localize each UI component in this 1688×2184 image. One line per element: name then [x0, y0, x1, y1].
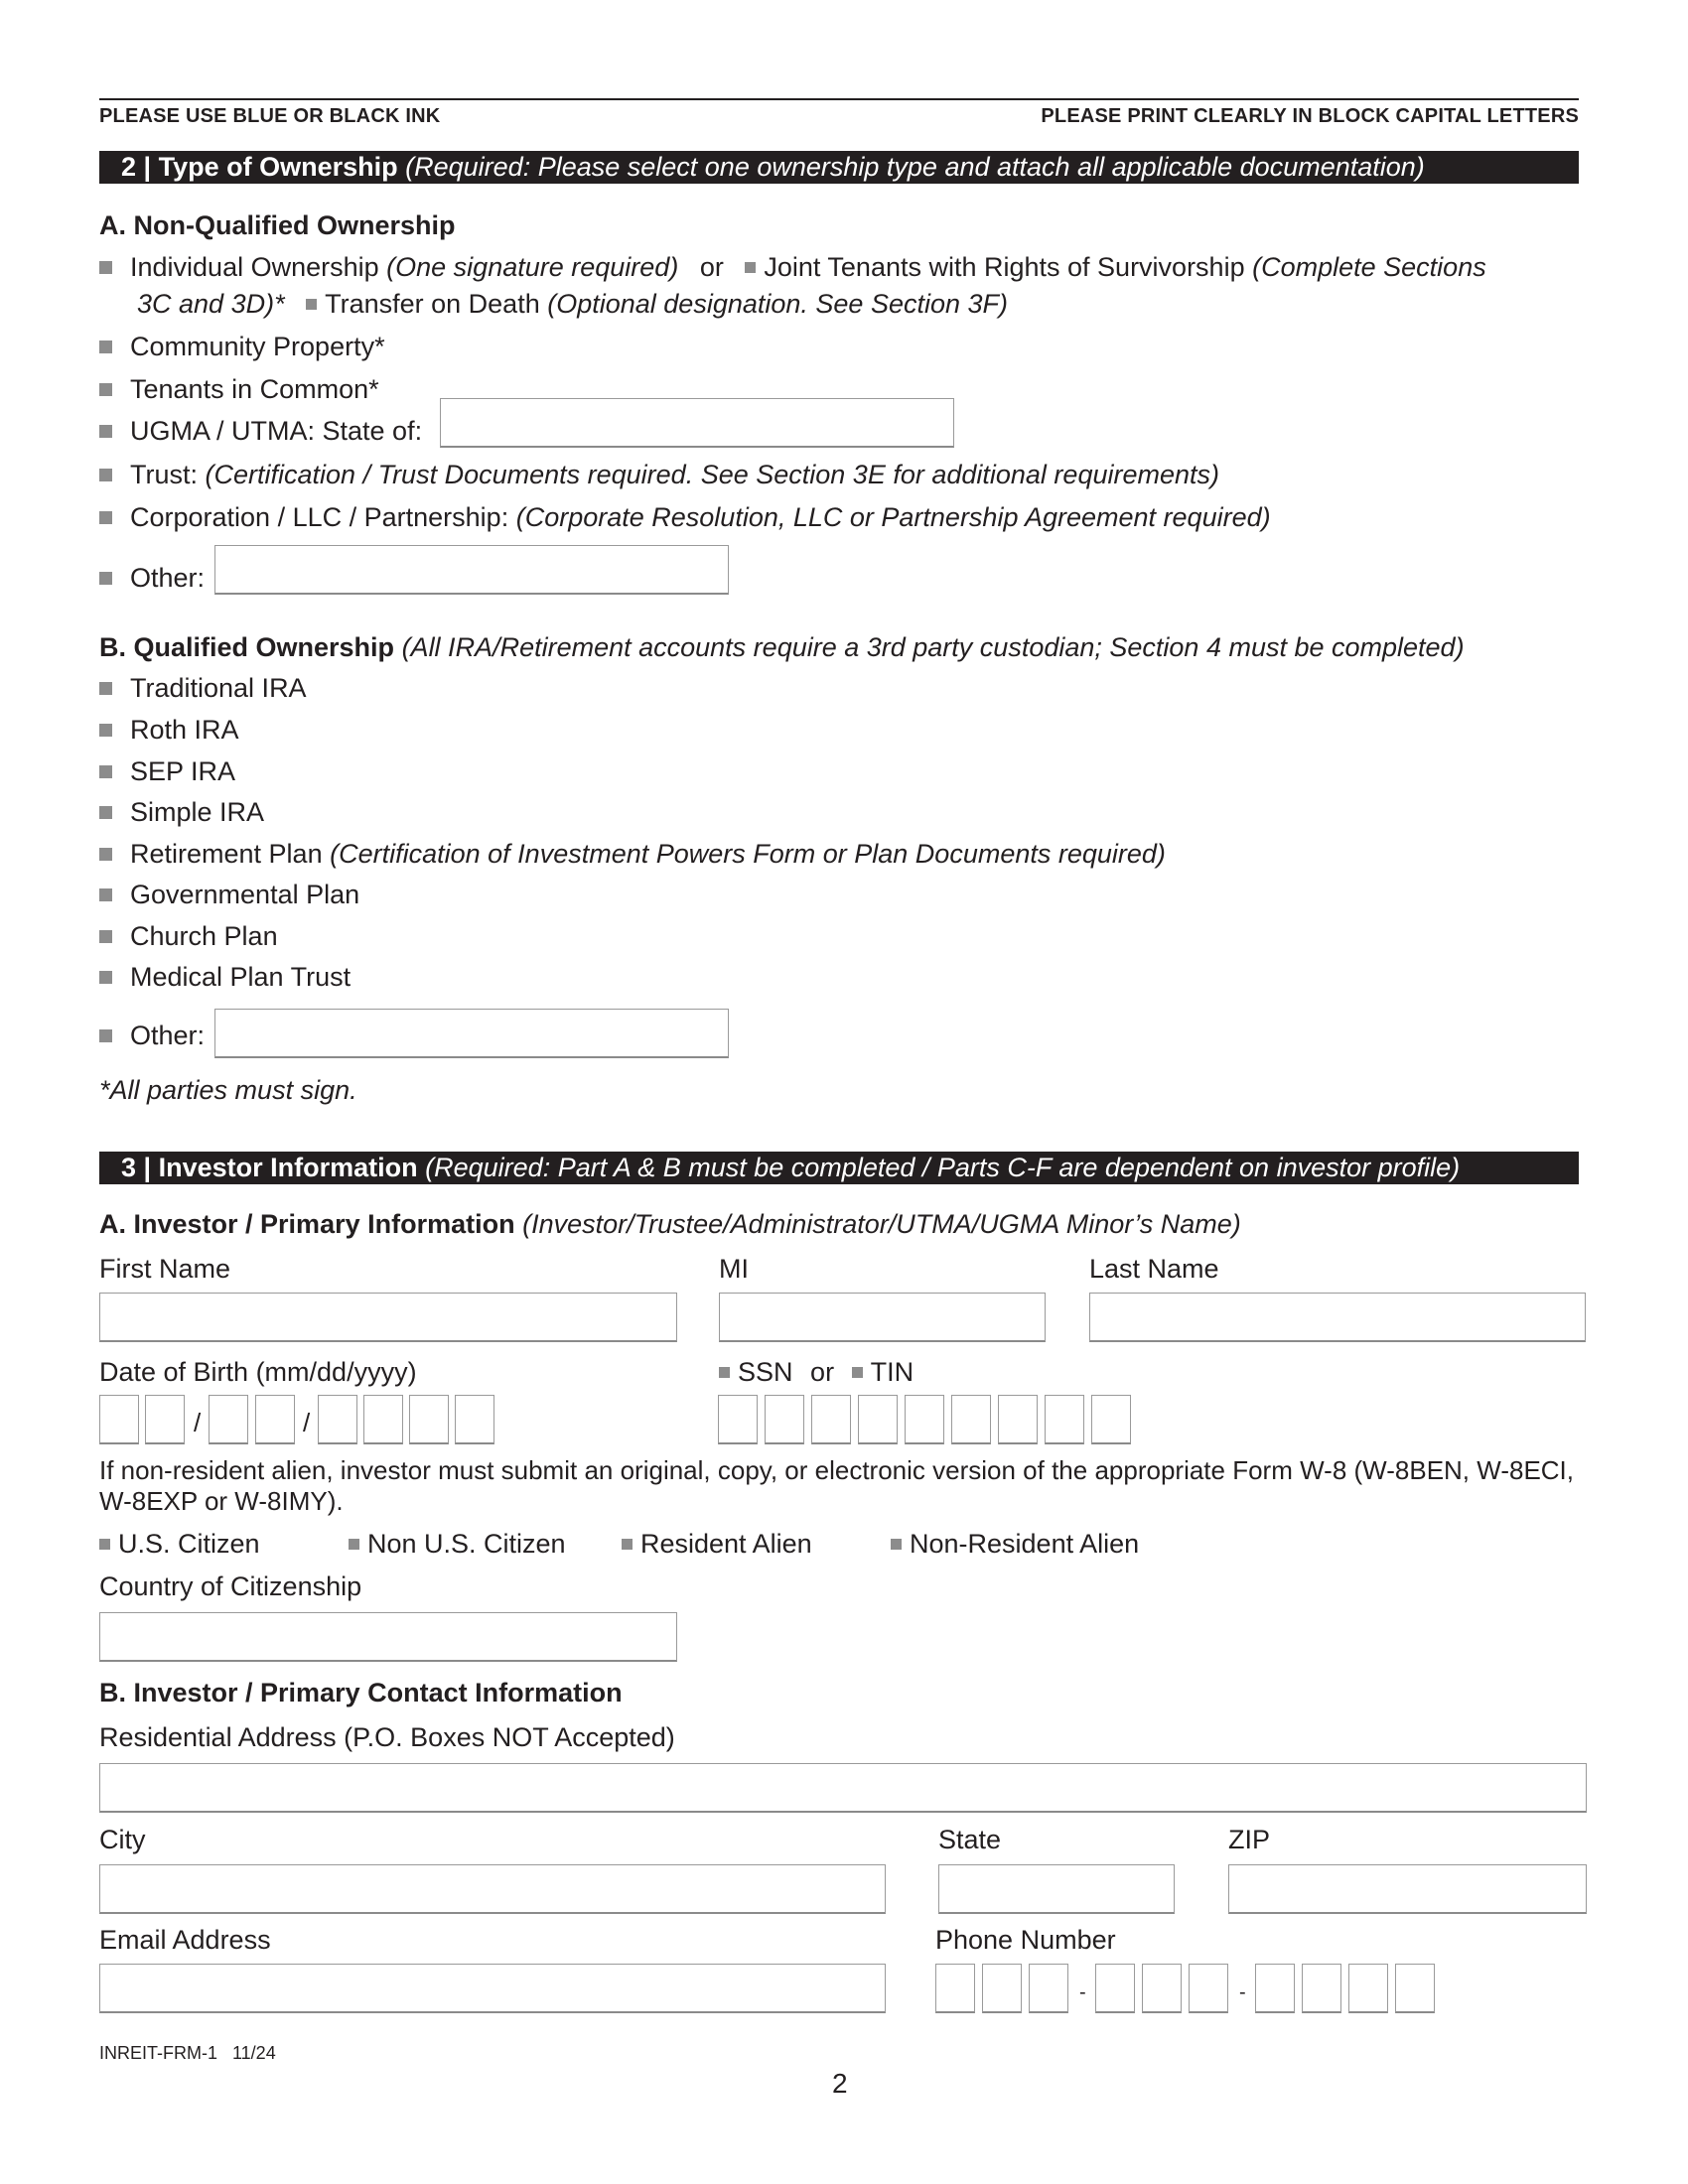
- phone-digit[interactable]: [1255, 1964, 1295, 2013]
- section-number: 3 |: [121, 1153, 152, 1182]
- tod-checkbox[interactable]: [306, 299, 317, 310]
- tod-note: (Optional designation. See Section 3F): [547, 289, 1009, 319]
- other-b-checkbox[interactable]: [99, 1029, 112, 1042]
- tenants-common-checkbox[interactable]: [99, 383, 112, 396]
- dob-month-2[interactable]: [145, 1395, 185, 1444]
- corp-row: [99, 501, 1271, 533]
- roth-ira-checkbox[interactable]: [99, 724, 112, 737]
- trust-note: (Certification / Trust Documents required. See Section 3E for additional requirements): [205, 460, 1219, 489]
- us-citizen-checkbox[interactable]: [99, 1539, 110, 1550]
- ugma-row: [99, 415, 422, 447]
- dob-day-2[interactable]: [255, 1395, 295, 1444]
- joint-note: (Complete Sections: [1252, 252, 1486, 282]
- investor-primary-heading-note: (Investor/Trustee/Administrator/UTMA/UGMA Minor’s Name): [522, 1209, 1241, 1239]
- last-name-label: Last Name: [1089, 1254, 1219, 1284]
- joint-checkbox[interactable]: [745, 262, 756, 273]
- ssn-digit[interactable]: [718, 1395, 758, 1444]
- ugma-label: UGMA / UTMA: State of:: [130, 416, 423, 446]
- phone-separator: -: [1079, 1981, 1086, 2003]
- individual-label: Individual Ownership: [130, 252, 379, 282]
- print-instruction: PLEASE PRINT CLEARLY IN BLOCK CAPITAL LETTERS: [1041, 105, 1579, 127]
- item-label: Church Plan: [130, 921, 278, 951]
- community-label: Community Property*: [130, 332, 385, 361]
- dob-separator: /: [303, 1408, 311, 1437]
- tenants-common-label: Tenants in Common*: [130, 374, 379, 404]
- section-note: (Required: Part A & B must be completed / Parts C-F are dependent on investor profile): [425, 1153, 1461, 1182]
- retirement-plan-checkbox[interactable]: [99, 848, 112, 861]
- phone-digit[interactable]: [935, 1964, 975, 2013]
- non-resident-alien-checkbox[interactable]: [891, 1539, 902, 1550]
- corp-checkbox[interactable]: [99, 511, 112, 524]
- dob-year-3[interactable]: [409, 1395, 449, 1444]
- other-b-label: Other:: [130, 1021, 206, 1050]
- tin-checkbox[interactable]: [852, 1367, 863, 1378]
- non-qualified-heading: A. Non-Qualified Ownership: [99, 210, 456, 240]
- mi-input[interactable]: [719, 1293, 1046, 1342]
- item-label: Simple IRA: [130, 797, 265, 827]
- phone-digit[interactable]: [1189, 1964, 1228, 2013]
- ssn-digit[interactable]: [905, 1395, 944, 1444]
- phone-digit[interactable]: [1395, 1964, 1435, 2013]
- dob-day-1[interactable]: [209, 1395, 248, 1444]
- ssn-digit[interactable]: [858, 1395, 898, 1444]
- governmental-plan-checkbox[interactable]: [99, 888, 112, 901]
- ssn-digit[interactable]: [998, 1395, 1038, 1444]
- contact-heading: B. Investor / Primary Contact Information: [99, 1678, 623, 1707]
- phone-separator: -: [1239, 1981, 1246, 2003]
- item-note: (Certification of Investment Powers Form or Plan Documents required): [330, 839, 1166, 869]
- dob-year-4[interactable]: [455, 1395, 494, 1444]
- us-citizen-option: [99, 1529, 260, 1560]
- trust-row: [99, 459, 1219, 490]
- other-a-label: Other:: [130, 563, 206, 593]
- qualified-item: [99, 755, 235, 787]
- sep-ira-checkbox[interactable]: [99, 765, 112, 778]
- state-input[interactable]: [938, 1864, 1175, 1914]
- section-number: 2 |: [121, 152, 152, 182]
- item-label: Traditional IRA: [130, 673, 307, 703]
- dob-month-1[interactable]: [99, 1395, 139, 1444]
- trust-checkbox[interactable]: [99, 469, 112, 481]
- qualified-item: [99, 920, 278, 952]
- resident-alien-option: [622, 1529, 812, 1560]
- ssn-digit[interactable]: [951, 1395, 991, 1444]
- section-2-header: [99, 151, 1579, 184]
- non-us-citizen-checkbox[interactable]: [349, 1539, 359, 1550]
- ssn-digit[interactable]: [765, 1395, 804, 1444]
- joint-note-cont: 3C and 3D)*: [137, 289, 285, 319]
- option-label: Non U.S. Citizen: [367, 1529, 566, 1559]
- individual-note: (One signature required): [386, 252, 679, 282]
- city-input[interactable]: [99, 1864, 886, 1914]
- form-id: INREIT-FRM-1 11/24: [99, 2043, 276, 2063]
- traditional-ira-checkbox[interactable]: [99, 682, 112, 695]
- ssn-tin-row: [719, 1357, 914, 1388]
- investor-primary-heading-text: A. Investor / Primary Information: [99, 1209, 515, 1239]
- dob-label: Date of Birth (mm/dd/yyyy): [99, 1357, 417, 1387]
- or-text: or: [810, 1357, 835, 1387]
- option-label: Resident Alien: [640, 1529, 812, 1559]
- qualified-item: [99, 838, 1166, 870]
- other-b-input[interactable]: [214, 1009, 729, 1058]
- first-name-label: First Name: [99, 1254, 231, 1284]
- section-note: (Required: Please select one ownership type and attach all applicable documentation): [405, 152, 1425, 182]
- qualified-item: [99, 879, 359, 910]
- item-label: Governmental Plan: [130, 880, 360, 909]
- resident-alien-checkbox[interactable]: [622, 1539, 633, 1550]
- qualified-item: [99, 796, 264, 828]
- email-label: Email Address: [99, 1925, 271, 1955]
- dob-year-1[interactable]: [318, 1395, 357, 1444]
- church-plan-checkbox[interactable]: [99, 930, 112, 943]
- qualified-heading-note: (All IRA/Retirement accounts require a 3rd party custodian; Section 4 must be completed): [401, 632, 1465, 662]
- non-resident-alien-option: [891, 1529, 1139, 1560]
- page-number: 2: [832, 2068, 848, 2099]
- corp-label: Corporation / LLC / Partnership:: [130, 502, 509, 532]
- dob-year-2[interactable]: [363, 1395, 403, 1444]
- other-a-checkbox[interactable]: [99, 572, 112, 585]
- community-checkbox[interactable]: [99, 341, 112, 353]
- joint-label: Joint Tenants with Rights of Survivorship: [764, 252, 1245, 282]
- city-label: City: [99, 1825, 146, 1854]
- phone-digit[interactable]: [1095, 1964, 1135, 2013]
- ugma-state-input[interactable]: [440, 398, 954, 448]
- tenants-common-row: [99, 373, 379, 405]
- phone-digit[interactable]: [1029, 1964, 1068, 2013]
- community-row: [99, 331, 385, 362]
- all-parties-footnote: *All parties must sign.: [99, 1075, 357, 1105]
- zip-input[interactable]: [1228, 1864, 1587, 1914]
- individual-joint-row: [99, 251, 1486, 283]
- qualified-item: [99, 714, 239, 746]
- trust-label: Trust:: [130, 460, 199, 489]
- item-label: Medical Plan Trust: [130, 962, 352, 992]
- tod-row: [137, 288, 1008, 320]
- other-a-input[interactable]: [214, 545, 729, 595]
- or-text: or: [699, 252, 724, 282]
- country-label: Country of Citizenship: [99, 1571, 362, 1601]
- item-label: Retirement Plan: [130, 839, 323, 869]
- phone-digit[interactable]: [1348, 1964, 1388, 2013]
- qualified-item: [99, 961, 351, 993]
- investor-primary-heading: [99, 1209, 1241, 1240]
- other-b-row: [99, 1020, 205, 1051]
- ssn-digit[interactable]: [1045, 1395, 1084, 1444]
- qualified-item: [99, 672, 307, 704]
- individual-checkbox[interactable]: [99, 261, 112, 274]
- ugma-checkbox[interactable]: [99, 425, 112, 438]
- item-label: SEP IRA: [130, 756, 236, 786]
- nonresident-note: If non-resident alien, investor must submit an original, copy, or electronic version of the appropriate Form W-8 (W-8BEN, W-8ECI, W-8EXP or W-8IMY).: [99, 1455, 1575, 1516]
- phone-label: Phone Number: [935, 1925, 1116, 1955]
- other-a-row: [99, 562, 205, 594]
- email-input[interactable]: [99, 1964, 886, 2013]
- item-label: Roth IRA: [130, 715, 239, 745]
- section-3-header: [99, 1152, 1579, 1184]
- phone-digit[interactable]: [1302, 1964, 1341, 2013]
- phone-digit[interactable]: [1142, 1964, 1182, 2013]
- qualified-heading: [99, 632, 1465, 663]
- section-title: Investor Information: [158, 1153, 418, 1182]
- last-name-input[interactable]: [1089, 1293, 1586, 1342]
- section-title: Type of Ownership: [158, 152, 398, 182]
- non-us-citizen-option: [349, 1529, 566, 1560]
- ssn-label: SSN: [738, 1357, 793, 1387]
- address-input[interactable]: [99, 1763, 1587, 1813]
- ssn-digit[interactable]: [811, 1395, 851, 1444]
- medical-plan-trust-checkbox[interactable]: [99, 971, 112, 984]
- first-name-input[interactable]: [99, 1293, 677, 1342]
- option-label: Non-Resident Alien: [910, 1529, 1140, 1559]
- tin-label: TIN: [870, 1357, 914, 1387]
- ssn-checkbox[interactable]: [719, 1367, 730, 1378]
- zip-label: ZIP: [1228, 1825, 1271, 1854]
- option-label: U.S. Citizen: [118, 1529, 260, 1559]
- corp-note: (Corporate Resolution, LLC or Partnership Agreement required): [515, 502, 1271, 532]
- country-input[interactable]: [99, 1612, 677, 1662]
- address-label: Residential Address (P.O. Boxes NOT Accepted): [99, 1722, 675, 1752]
- phone-digit[interactable]: [982, 1964, 1022, 2013]
- mi-label: MI: [719, 1254, 749, 1284]
- top-rule: [99, 98, 1579, 100]
- ssn-digit[interactable]: [1091, 1395, 1131, 1444]
- state-label: State: [938, 1825, 1002, 1854]
- qualified-heading-text: B. Qualified Ownership: [99, 632, 395, 662]
- tod-label: Transfer on Death: [325, 289, 540, 319]
- simple-ira-checkbox[interactable]: [99, 806, 112, 819]
- ink-instruction: PLEASE USE BLUE OR BLACK INK: [99, 105, 441, 127]
- dob-separator: /: [194, 1408, 202, 1437]
